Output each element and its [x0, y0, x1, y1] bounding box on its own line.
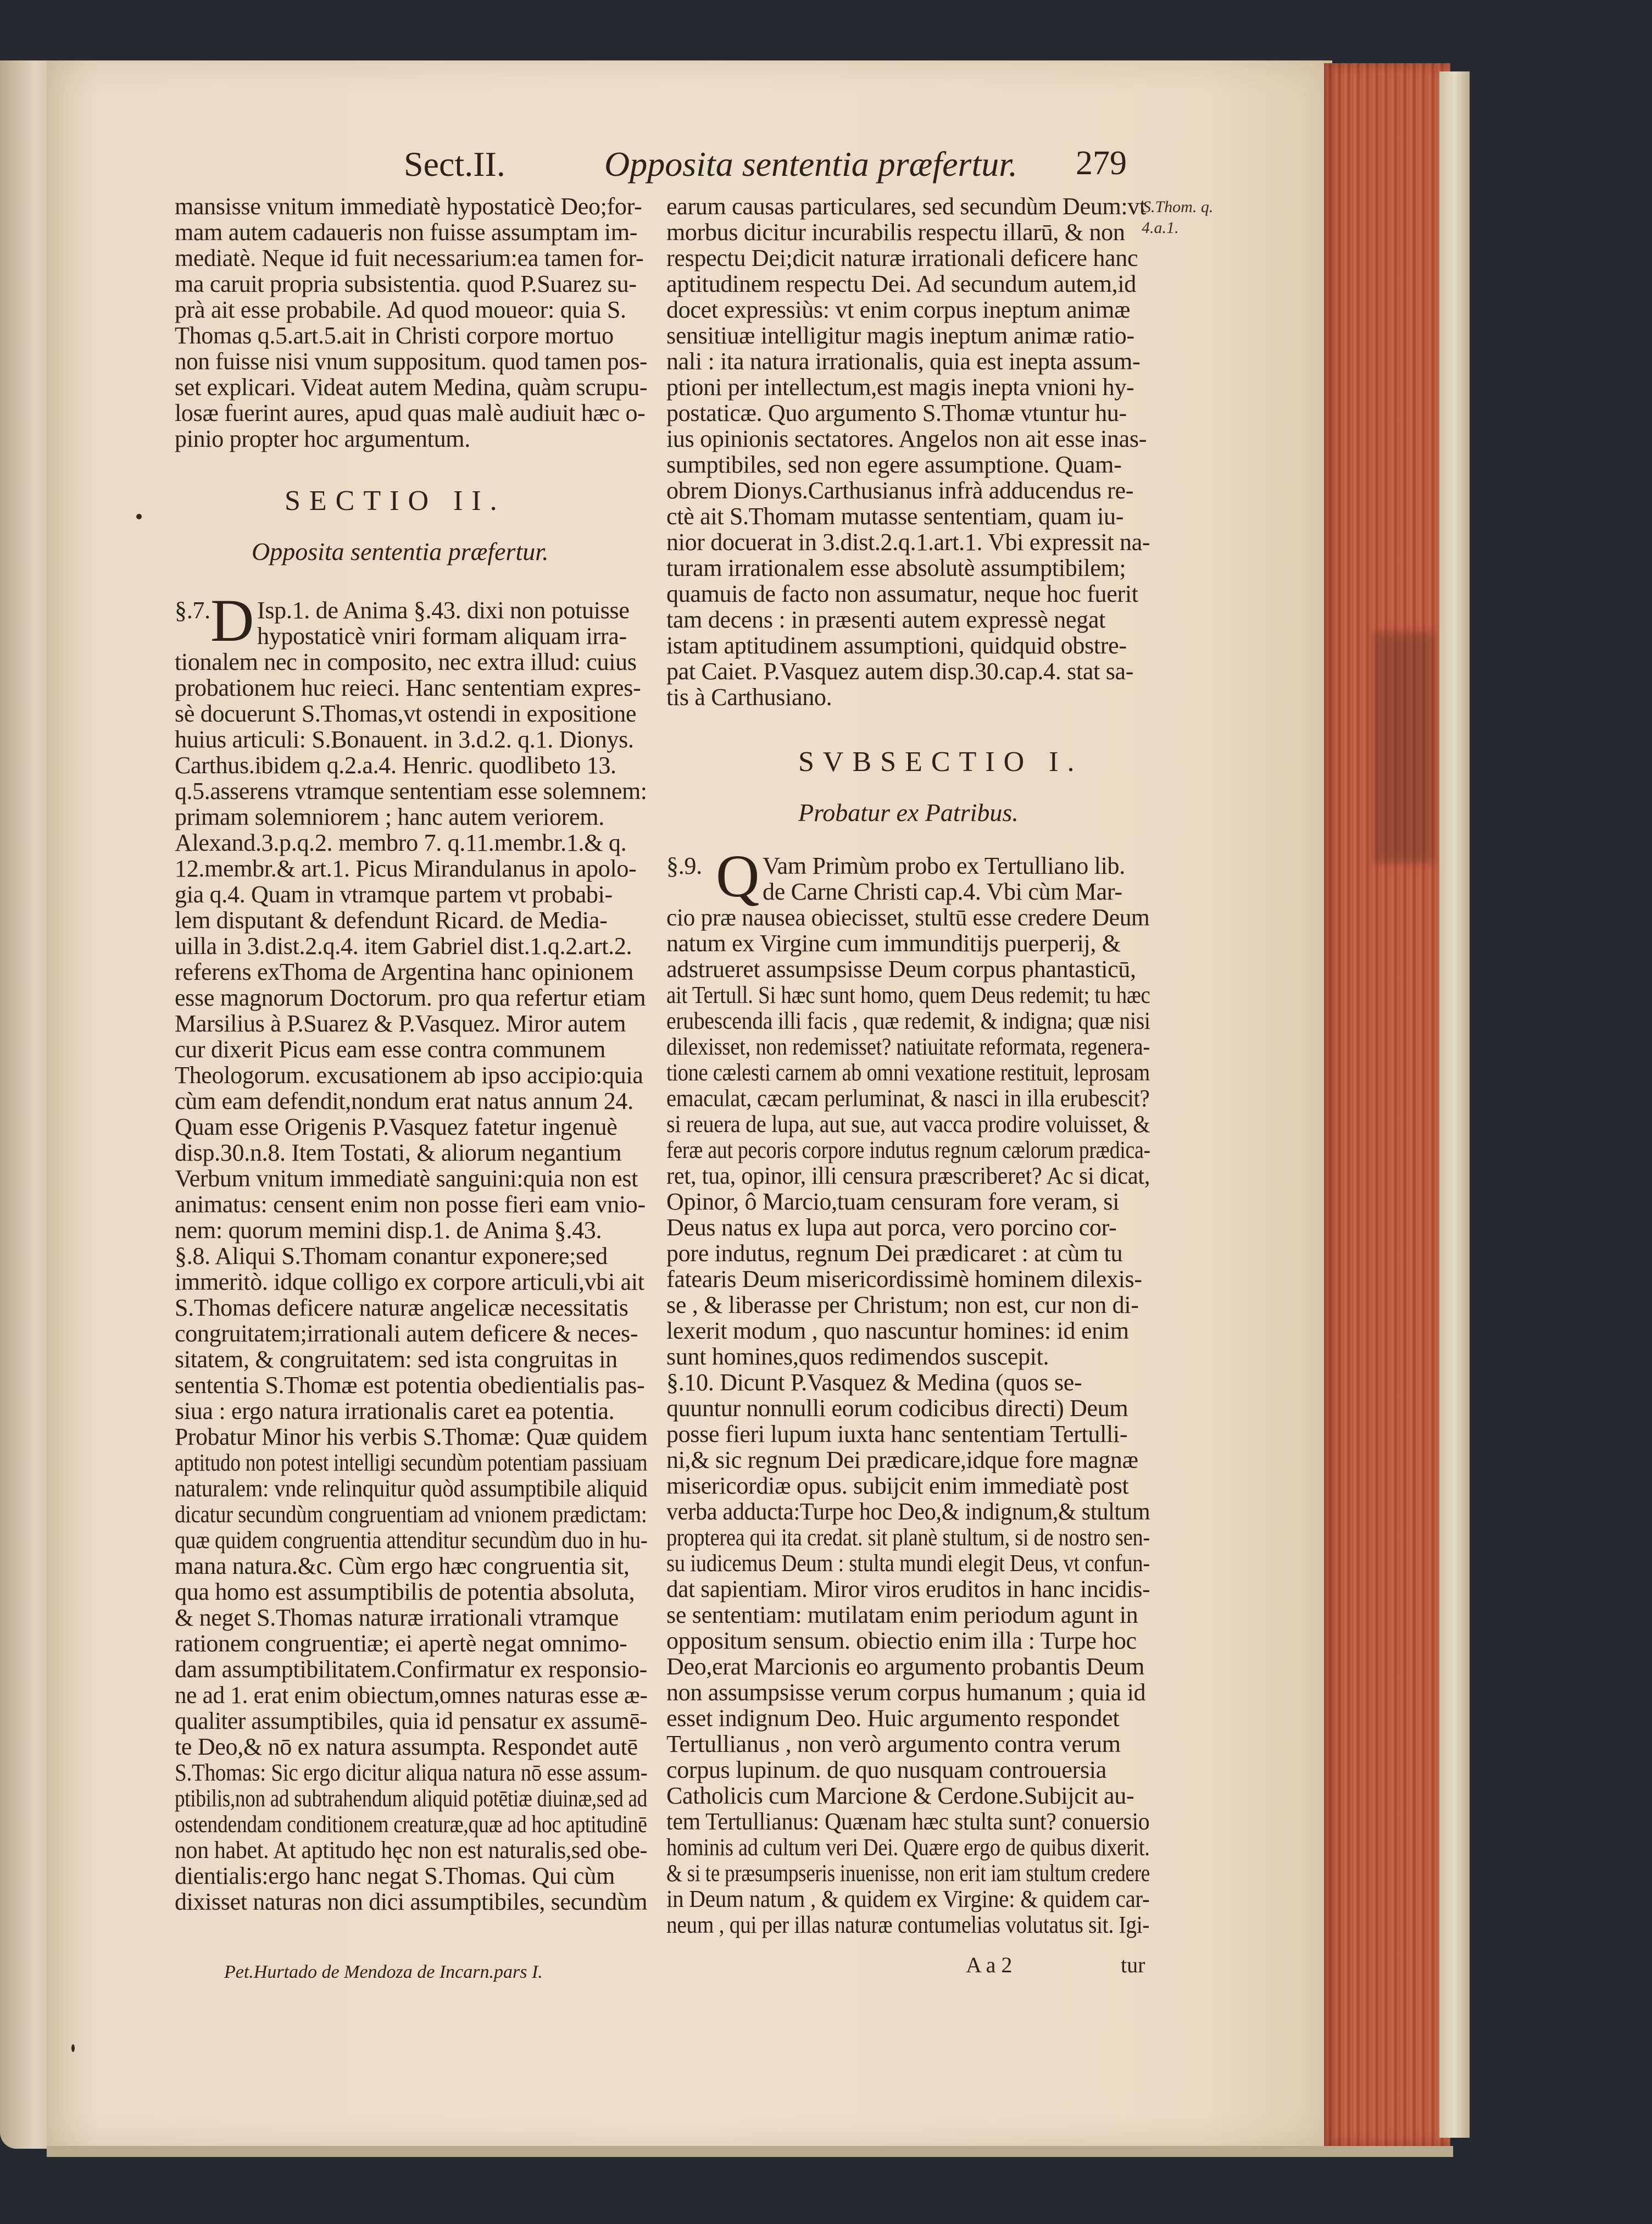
- left-page-edge: [0, 60, 49, 2149]
- text-line: animatus: censent enim non posse fieri eam vnio-: [175, 1191, 646, 1218]
- text-line: nali : ita natura irrationalis, quia est inepta assum-: [666, 348, 1141, 375]
- text-line: sensitiuæ intelligitur magis ineptum animæ ratio-: [666, 322, 1134, 349]
- text-line: sententia S.Thomæ est potentia obedientialis pas-: [175, 1372, 645, 1399]
- text-line: obrem Dionys.Carthusianus infrà adducendus re-: [666, 477, 1134, 504]
- text-line: mansisse vnitum immediatè hypostaticè Deo;for-: [175, 193, 642, 220]
- text-line: Verbum vnitum immediatè sanguini:quia non est: [175, 1165, 638, 1192]
- text-line: q.5.asserens vtramque sententiam esse solemnem:: [175, 778, 647, 805]
- text-line: in Deum natum , & quidem ex Virgine: & quidem car-: [666, 1885, 1150, 1912]
- text-line: docet expressiùs: vt enim corpus ineptum animæ: [666, 296, 1131, 323]
- text-line: Quam esse Origenis P.Vasquez fatetur ingenuè: [175, 1113, 618, 1140]
- text-line: probationem huc reieci. Hanc sententiam expres-: [175, 674, 641, 701]
- footer-author-line: Pet.Hurtado de Mendoza de Incarn.pars I.: [224, 1962, 543, 1982]
- text-line: cur dixerit Picus eam esse contra communem: [175, 1036, 606, 1063]
- text-line: earum causas particulares, sed secundùm Deum:vt: [666, 193, 1146, 220]
- text-line: verba adducta:Turpe hoc Deo,& indignum,& stultum: [666, 1498, 1150, 1525]
- text-line: si reuera de lupa, aut sue, aut vacca prodire voluisset, &: [666, 1111, 1150, 1138]
- page-bottom-edge: [47, 2146, 1453, 2157]
- text-line: immeritò. idque colligo ex corpore articuli,vbi ait: [175, 1268, 644, 1295]
- text-line: oppositum sensum. obiectio enim illa : Turpe hoc: [666, 1627, 1137, 1654]
- text-line: cùm eam defendit,nondum erat natus annum 24.: [175, 1088, 633, 1114]
- text-line: erubescenda illi facis , quæ redemit, & indigna; quæ nisi: [666, 1007, 1150, 1034]
- text-line: Deus natus ex lupa aut porca, vero porcino cor-: [666, 1214, 1117, 1241]
- subsection-heading: SVBSECTIO I.: [798, 746, 1083, 778]
- text-line: tione cælesti carnem ab omni vexatione restituit, leprosam: [666, 1059, 1150, 1086]
- ink-spot: [136, 514, 142, 519]
- text-line: mam autem cadaueris non fuisse assumptam im-: [175, 219, 638, 246]
- text-line: hominis ad cultum veri Dei. Quære ergo de quibus dixerit.: [666, 1834, 1150, 1861]
- text-line: Catholicis cum Marcione & Cerdone.Subijcit au-: [666, 1782, 1134, 1809]
- text-line: istam aptitudinem assumptioni, quidquid obstre-: [666, 632, 1127, 659]
- text-line: tam decens : in præsenti autem expressè negat: [666, 606, 1106, 633]
- text-line: esse magnorum Doctorum. pro qua refertur etiam: [175, 984, 646, 1011]
- text-line: neum , qui per illas naturæ contumelias volutatus sit. Igi-: [666, 1911, 1150, 1938]
- text-line: esset indignum Deo. Huic argumento respondet: [666, 1705, 1120, 1732]
- text-line: ptibilis,non ad subtrahendum aliquid potētiæ diuinæ,sed ad: [175, 1785, 648, 1812]
- ink-spot: [71, 2044, 75, 2052]
- margin-note-line2: 4.a.1.: [1142, 219, 1179, 237]
- text-line: fatearis Deum misericordissimè hominem dilexis-: [666, 1266, 1142, 1293]
- text-line: corpus lupinum. de quo nusquam controuersia: [666, 1756, 1106, 1783]
- text-line: set explicari. Videat autem Medina, quàm scrupu-: [175, 374, 648, 401]
- text-line: turam irrationalem esse absolutè assumptibilem;: [666, 554, 1126, 581]
- text-line: Tertullianus , non verò argumento contra verum: [666, 1731, 1121, 1757]
- text-line: ptioni per intellectum,est magis inepta vnioni hy-: [666, 374, 1134, 401]
- text-line: Vam Primùm probo ex Tertulliano lib.: [763, 852, 1125, 879]
- text-line: lem disputant & defendunt Ricard. de Media-: [175, 907, 608, 934]
- text-line: emaculat, cæcam perluminat, & nasci in illa erubescit?: [666, 1085, 1150, 1112]
- drop-capital: Q: [716, 842, 760, 909]
- text-line: Alexand.3.p.q.2. membro 7. q.11.membr.1.& q.: [175, 829, 627, 856]
- text-line: non fuisse nisi vnum suppositum. quod tamen pos-: [175, 348, 648, 375]
- text-line: pat Caiet. P.Vasquez autem disp.30.cap.4. stat sa-: [666, 658, 1134, 685]
- text-line: tem Tertullianus: Quænam hæc stulta sunt? conuersio: [666, 1808, 1150, 1835]
- running-header-section: Sect.II.: [404, 145, 505, 184]
- text-line: & si te præsumpseris inuenisse, non erit iam stultum credere: [666, 1860, 1150, 1887]
- text-line: S.Thomas: Sic ergo dicitur aliqua natura nō esse assum-: [175, 1759, 648, 1786]
- text-line: dicatur secundùm congruentiam ad vnionem prædictam:: [175, 1501, 647, 1528]
- text-line: te Deo,& nō ex natura assumpta. Respondet autē: [175, 1733, 638, 1760]
- text-line: uilla in 3.dist.2.q.4. item Gabriel dist.1.q.2.art.2.: [175, 933, 632, 960]
- text-line: Deo,erat Marcionis eo argumento probantis Deum: [666, 1653, 1145, 1680]
- text-line: §.10. Dicunt P.Vasquez & Medina (quos se-: [666, 1369, 1082, 1396]
- text-line: natum ex Virgine cum immunditijs puerperij, &: [666, 930, 1121, 957]
- text-line: feræ aut pecoris corpore indutus regnum cælorum prædica-: [666, 1136, 1150, 1163]
- text-line: posse fieri lupum iuxta hanc sententiam Tertulli-: [666, 1421, 1128, 1447]
- text-line: ait Tertull. Si hæc sunt homo, quem Deus redemit; tu hæc: [666, 981, 1150, 1008]
- text-line: Opinor, ô Marcio,tuam censuram fore veram, si: [666, 1188, 1120, 1215]
- text-line: Theologorum. excusationem ab ipso accipio:quia: [175, 1062, 643, 1089]
- text-line: dilexisset, non redemisset? natiuitate reformata, regenera-: [666, 1033, 1150, 1060]
- text-line: nem: quorum memini disp.1. de Anima §.43.: [175, 1217, 602, 1244]
- page-number: 279: [1076, 145, 1127, 182]
- text-line: cio præ nausea obiecisset, stultū esse credere Deum: [666, 904, 1150, 931]
- text-line: non habet. At aptitudo hęc non est naturalis,sed obe-: [175, 1837, 648, 1863]
- text-line: qualiter assumptibiles, quia id pensatur ex assumē-: [175, 1707, 648, 1734]
- margin-note-line1: S.Thom. q.: [1143, 198, 1214, 216]
- text-line: dientialis:ergo hanc negat S.Thomas. Qui cùm: [175, 1862, 615, 1889]
- text-line: postaticæ. Quo argumento S.Thomæ vtuntur hu-: [666, 400, 1127, 426]
- text-line: Carthus.ibidem q.2.a.4. Henric. quodlibeto 13.: [175, 752, 616, 779]
- text-line: S.Thomas deficere naturæ angelicæ necessitatis: [175, 1294, 628, 1321]
- section-subtitle: Opposita sententia præfertur.: [252, 537, 549, 565]
- text-line: rationem congruentiæ; ei apertè negat omnimo-: [175, 1630, 627, 1657]
- text-line: Marsilius à P.Suarez & P.Vasquez. Miror autem: [175, 1010, 626, 1037]
- drop-capital: D: [210, 587, 254, 654]
- text-line: su iudicemus Deum : stulta mundi elegit Deus, vt confun-: [666, 1550, 1150, 1577]
- text-line: naturalem: vnde relinquitur quòd assumptibile aliquid: [175, 1475, 648, 1502]
- text-line: nior docuerat in 3.dist.2.q.1.art.1. Vbi expressit na-: [666, 529, 1150, 556]
- text-line: sunt homines,quos redimendos suscepit.: [666, 1343, 1049, 1370]
- text-line: siua : ergo natura irrationalis caret ea potentia.: [175, 1397, 615, 1424]
- text-line: ni,& sic regnum Dei prædicare,idque fore magnæ: [666, 1446, 1138, 1473]
- text-line: sè docuerunt S.Thomas,vt ostendi in expositione: [175, 700, 637, 727]
- text-line: se sententiam: mutilatam enim periodum agunt in: [666, 1601, 1138, 1628]
- text-line: non assumpsisse verum corpus humanum ; quia id: [666, 1679, 1146, 1706]
- text-line: dixisset naturas non dici assumptibiles, secundùm: [175, 1888, 648, 1915]
- text-line: propterea qui ita credat. sit planè stultum, si de nostro sen-: [666, 1524, 1150, 1551]
- page-block-red-edge: [1324, 63, 1450, 2146]
- text-line: ma caruit propria subsistentia. quod P.Suarez su-: [175, 270, 637, 297]
- subsection-subtitle: Probatur ex Patribus.: [798, 798, 1019, 827]
- text-line: quamuis de facto non assumatur, neque hoc fuerit: [666, 580, 1138, 607]
- text-line: huius articuli: S.Bonauent. in 3.d.2. q.1. Dionys.: [175, 726, 634, 753]
- text-line: gia q.4. Quam in vtramque partem vt probabi-: [175, 881, 613, 908]
- signature-mark: A a 2: [966, 1953, 1013, 1977]
- edge-stain: [1373, 632, 1434, 863]
- text-line: morbus dicitur incurabilis respectu illarū, & non: [666, 219, 1125, 246]
- text-line: ret, tua, opinor, illi censura præscriberet? Ac si dicat,: [666, 1162, 1150, 1189]
- text-line: sitatem, & congruitatem: sed ista congruitas in: [175, 1346, 618, 1373]
- text-line: mediatè. Neque id fuit necessarium:ea tamen for-: [175, 245, 644, 271]
- text-line: mana natura.&c. Cùm ergo hæc congruentia sit,: [175, 1552, 630, 1579]
- paragraph-number: §.9.: [666, 852, 702, 879]
- text-line: ius opinionis sectatores. Angelos non ait esse inas-: [666, 425, 1147, 452]
- text-line: ne ad 1. erat enim obiectum,omnes naturas esse æ-: [175, 1682, 648, 1709]
- text-line: congruitatem;irrationali autem deficere & neces-: [175, 1320, 638, 1347]
- text-line: disp.30.n.8. Item Tostati, & aliorum negantium: [175, 1139, 622, 1166]
- text-line: ostendendam conditionem creaturæ,quæ ad hoc aptitudinē: [175, 1811, 647, 1838]
- catchword: tur: [1121, 1953, 1145, 1977]
- text-line: sumptibiles, sed non egere assumptione. Quam-: [666, 451, 1122, 478]
- text-line: quuntur nonnulli eorum codicibus directi) Deum: [666, 1395, 1128, 1422]
- right-column: [666, 193, 1150, 2007]
- text-line: respectu Dei;dicit naturæ irrationali deficere hanc: [666, 245, 1138, 271]
- text-line: tionalem nec in composito, nec extra illud: cuius: [175, 648, 637, 675]
- text-line: prà ait esse probabile. Ad quod moueor: quia S.: [175, 296, 626, 323]
- text-line: Isp.1. de Anima §.43. dixi non potuisse: [257, 597, 630, 624]
- text-line: adstrueret assumpsisse Deum corpus phantasticū,: [666, 956, 1136, 983]
- text-line: referens exThoma de Argentina hanc opinionem: [175, 958, 634, 985]
- text-line: pinio propter hoc argumentum.: [175, 425, 470, 452]
- text-line: §.8. Aliqui S.Thomam conantur exponere;sed: [175, 1243, 608, 1269]
- text-line: ctè ait S.Thomam mutasse sententiam, quam iu-: [666, 503, 1124, 530]
- text-line: Thomas q.5.art.5.ait in Christi corpore mortuo: [175, 322, 614, 349]
- text-line: & neget S.Thomas naturæ irrationali vtramque: [175, 1604, 619, 1631]
- text-line: hypostaticè vniri formam aliquam irra-: [257, 623, 627, 650]
- left-column: [175, 193, 647, 2007]
- text-line: quæ quidem congruentia attenditur secundùm duo in hu-: [175, 1527, 648, 1554]
- text-line: Probatur Minor his verbis S.Thomæ: Quæ quidem: [175, 1423, 648, 1450]
- text-line: aptitudinem respectu Dei. Ad secundum autem,id: [666, 270, 1136, 297]
- text-line: losæ fuerint aures, apud quas malè audiuit hæc o-: [175, 400, 646, 426]
- running-header-title: Opposita sententia præfertur.: [604, 145, 1018, 184]
- text-line: se , & liberasse per Christum; non est, cur non di-: [666, 1291, 1139, 1318]
- text-line: lexerit modum , quo nascuntur homines: id enim: [666, 1317, 1129, 1344]
- binding-spine: [1439, 71, 1470, 2138]
- text-line: de Carne Christi cap.4. Vbi cùm Mar-: [763, 878, 1122, 905]
- text-line: 12.membr.& art.1. Picus Mirandulanus in apolo-: [175, 855, 637, 882]
- text-line: tis à Carthusiano.: [666, 684, 832, 711]
- text-line: aptitudo non potest intelligi secundùm potentiam passiuam: [175, 1449, 648, 1476]
- text-line: primam solemniorem ; hanc autem veriorem.: [175, 803, 604, 830]
- text-line: qua homo est assumptibilis de potentia absoluta,: [175, 1578, 635, 1605]
- section-heading: SECTIO II.: [285, 485, 506, 517]
- paragraph-number: §.7.: [175, 597, 210, 624]
- text-line: dam assumptibilitatem.Confirmatur ex responsio-: [175, 1656, 647, 1683]
- text-line: dat sapientiam. Miror viros eruditos in hanc incidis-: [666, 1576, 1150, 1602]
- text-line: pore indutus, regnum Dei prædicaret : at cùm tu: [666, 1240, 1123, 1267]
- text-line: misericordiæ opus. subijcit enim immediatè post: [666, 1472, 1129, 1499]
